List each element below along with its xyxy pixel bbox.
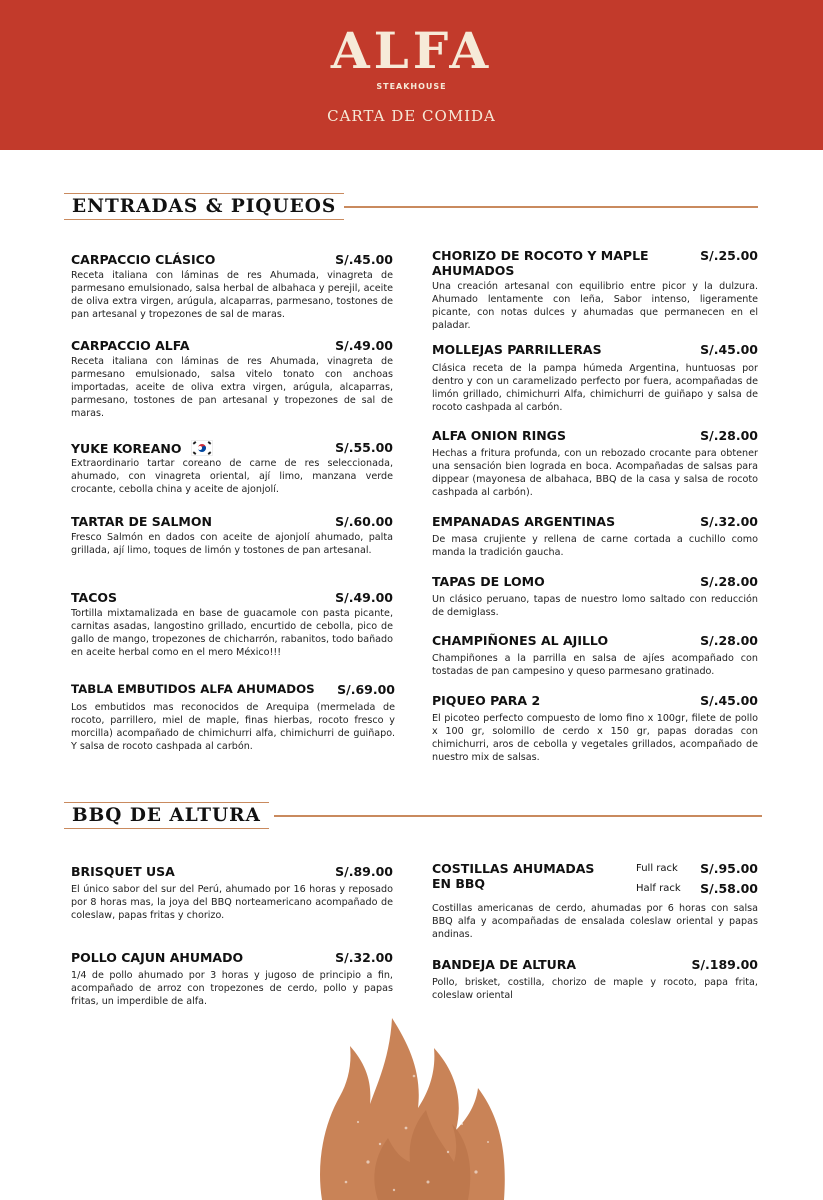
item-price: S/.25.00 <box>700 248 758 263</box>
menu-item <box>71 864 393 923</box>
menu-item <box>432 693 758 765</box>
item-name: CARPACCIO CLÁSICO <box>71 252 216 267</box>
item-name: POLLO CAJUN AHUMADO <box>71 950 244 965</box>
header-banner <box>0 0 823 150</box>
menu-item <box>432 861 758 942</box>
section-divider <box>274 815 762 817</box>
brand-subtitle: STEAKHOUSE <box>376 82 447 91</box>
item-description: Un clásico peruano, tapas de nuestro lomo saltado con reducción de demiglass. <box>432 594 758 618</box>
item-name: CHAMPIÑONES AL AJILLO <box>432 633 609 648</box>
item-name: TACOS <box>71 590 118 605</box>
item-name-line1: COSTILLAS AHUMADAS <box>432 861 595 876</box>
item-price: S/.69.00 <box>337 682 395 697</box>
menu-item <box>432 514 758 560</box>
item-price: S/.28.00 <box>700 428 758 443</box>
item-price: S/.49.00 <box>335 338 393 353</box>
item-description: El picoteo perfecto compuesto de lomo fino x 100gr, filete de pollo x 100 gr, solomillo de cerdo x 150 gr, papas doradas con chimichurri, aros de cebolla y vegetales grillados, acompañado de nuestro mix de salsas. <box>432 713 758 763</box>
item-name-with-flag <box>71 440 213 456</box>
item-description: Tortilla mixtamalizada en base de guacamole con pasta picante, carnitas asadas, langostino grillado, encurtido de cebolla, pico de gallo de mango, tropezones de chicharrón, rabanitos, todo bañado en aceite herbal como en el mero México!!! <box>71 608 393 658</box>
brand-logo: ALFA <box>330 21 493 80</box>
menu-item <box>432 633 758 679</box>
item-name: BANDEJA DE ALTURA <box>432 957 577 972</box>
item-name: ALFA ONION RINGS <box>432 428 566 443</box>
item-description: Extraordinario tartar coreano de carne de res seleccionada, ahumado, con vinagreta oriental, ají limo, manzana verde crocante, cebolla china y aceite de ajonjolí. <box>71 458 393 495</box>
item-name: CARPACCIO ALFA <box>71 338 190 353</box>
section-divider <box>344 206 758 208</box>
full-rack-price: S/.95.00 <box>700 861 758 876</box>
item-description: El único sabor del sur del Perú, ahumado por 16 horas y reposado por 8 horas mas, la joya del BBQ norteamericano acompañado de coleslaw, papas fritas y chorizo. <box>71 884 393 921</box>
item-name: TABLA EMBUTIDOS ALFA AHUMADOS <box>71 682 315 696</box>
item-description: 1/4 de pollo ahumado por 3 horas y jugoso de principio a fin, acompañado de arroz con tropezones de cerdo, pollo y papas fritas, un imperdible de alfa. <box>71 970 393 1007</box>
section-title-bbq: BBQ DE ALTURA <box>64 802 269 829</box>
item-description: Receta italiana con láminas de res Ahumada, vinagreta de parmesano emulsionado, salsa vitelo tonato con anchoas importadas, aceite de oliva extra virgen, arúgula, alcaparras, parmesano, tostones de pan artesanal y tropezones de sal de maras. <box>71 356 393 419</box>
item-description: Costillas americanas de cerdo, ahumadas por 6 horas con salsa BBQ alfa y acompañadas de ensalada coleslaw oriental y papas andinas. <box>432 903 758 940</box>
menu-item <box>71 338 393 421</box>
menu-item <box>432 342 758 415</box>
item-price: S/.32.00 <box>335 950 393 965</box>
item-name-line2: EN BBQ <box>432 876 486 891</box>
item-name <box>432 248 649 278</box>
item-price: S/.45.00 <box>335 252 393 267</box>
item-description: Los embutidos mas reconocidos de Arequipa (mermelada de rocoto, parrillero, miel de maple, finas hierbas, rocoto fresco y morcilla) acompañado de chimichurri alfa, chimichurri de guiñapo. Y salsa de rocoto cashpada al carbón. <box>71 702 395 752</box>
item-name: BRISQUET USA <box>71 864 175 879</box>
item-description: Una creación artesanal con equilibrio entre picor y la dulzura. Ahumado lentamente con leña, Sabor intenso, ligeramente picante, con notas dulces y ahumadas que permanecen en el paladar. <box>432 281 758 331</box>
menu-item <box>432 957 758 1003</box>
item-name: PIQUEO PARA 2 <box>432 693 541 708</box>
menu-item <box>71 950 393 1009</box>
item-name: MOLLEJAS PARRILLERAS <box>432 342 602 357</box>
item-price: S/.89.00 <box>335 864 393 879</box>
item-description: Receta italiana con láminas de res Ahumada, vinagreta de parmesano emulsionado, salsa herbal de albahaca y perejil, aceite de oliva extra virgen, arúgula, alcaparras, parmesano, tostones de pan artesanal y tropezones de sal de maras. <box>71 270 393 320</box>
menu-item <box>71 514 393 558</box>
item-price: S/.32.00 <box>700 514 758 529</box>
menu-title: CARTA DE COMIDA <box>327 107 496 125</box>
item-price: S/.55.00 <box>335 440 393 455</box>
item-name: YUKE KOREANO <box>71 441 182 456</box>
menu-item <box>432 248 758 333</box>
menu-item <box>71 682 395 754</box>
item-description: Hechas a fritura profunda, con un rebozado crocante para obtener una sensación bien lograda en boca. Acompañadas de salsas para dippear (mayonesa de albahaca, BBQ de la casa y salsa de rocoto cashpada al carbón). <box>432 448 758 498</box>
item-description: Fresco Salmón en dados con aceite de ajonjolí ahumado, palta grillada, ají limo, toques de limón y tostones de pan artesanal. <box>71 532 393 556</box>
menu-item <box>432 574 758 620</box>
item-description: Champiñones a la parrilla en salsa de ajíes acompañado con tostadas de pan campesino y queso parmesano gratinado. <box>432 653 758 677</box>
section-title-entradas: ENTRADAS & PIQUEOS <box>64 193 344 220</box>
item-price: S/.45.00 <box>700 342 758 357</box>
item-price: S/.28.00 <box>700 574 758 589</box>
full-rack-label: Full rack <box>636 863 678 874</box>
item-price: S/.28.00 <box>700 633 758 648</box>
item-name: TARTAR DE SALMON <box>71 514 212 529</box>
item-name <box>432 861 594 891</box>
item-price: S/.49.00 <box>335 590 393 605</box>
item-price: S/.45.00 <box>700 693 758 708</box>
half-rack-price: S/.58.00 <box>700 881 758 896</box>
item-price: S/.60.00 <box>335 514 393 529</box>
item-name-line1: CHORIZO DE ROCOTO Y MAPLE <box>432 248 649 263</box>
menu-item <box>71 590 393 660</box>
flame-illustration <box>318 1012 518 1200</box>
item-name: EMPANADAS ARGENTINAS <box>432 514 616 529</box>
half-rack-label: Half rack <box>636 883 681 894</box>
item-description: De masa crujiente y rellena de carne cortada a cuchillo como manda la tradición gaucha. <box>432 534 758 558</box>
menu-item <box>432 428 758 500</box>
item-description: Clásica receta de la pampa húmeda Argentina, huntuosas por dentro y con un caramelizado perfecto por fuera, acompañadas de limón grillado, chimichurri Alfa, chimichurri de guiñapo y salsa de rocoto cashpada al carbón. <box>432 363 758 413</box>
item-description: Pollo, brisket, costilla, chorizo de maple y rocoto, papa frita, coleslaw oriental <box>432 977 758 1001</box>
item-name-line2: AHUMADOS <box>432 263 515 278</box>
item-name: TAPAS DE LOMO <box>432 574 545 589</box>
menu-item <box>71 252 393 322</box>
item-price: S/.189.00 <box>691 957 758 972</box>
korea-flag-icon <box>191 440 213 456</box>
menu-item <box>71 440 393 497</box>
